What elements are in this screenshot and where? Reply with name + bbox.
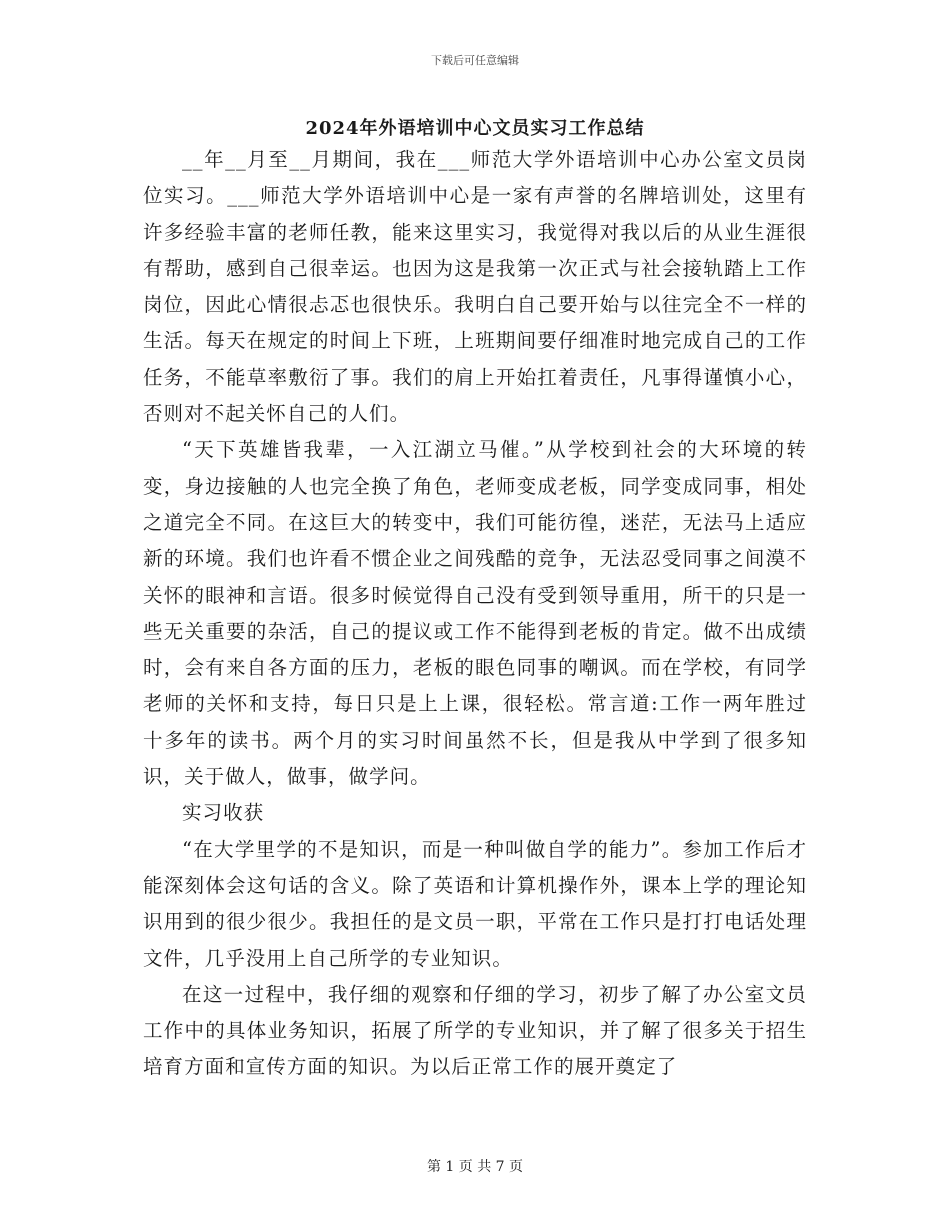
header-note: 下载后可任意编辑 — [431, 54, 519, 67]
section-heading-gains: 实习收获 — [182, 801, 265, 825]
paragraph-observation: 在这一过程中，我仔细的观察和仔细的学习，初步了解了办公室文员工作中的具体业务知识，拓展了所学的专业知识，并了解了很多关于招生培育方面和宣传方面的知识。为以后正常工作的展开奠定了 — [143, 982, 807, 1079]
paragraph-intro: __年__月至__月期间，我在___师范大学外语培训中心办公室文员岗位实习。___师范大学外语培训中心是一家有声誉的名牌培训处，这里有许多经验丰富的老师任教，能来这里实习，我觉得对我以后的从业生涯很有帮助，感到自己很幸运。也因为这是我第一次正式与社会接轨踏上工作岗位，因此心情很忐忑也很快乐。我明白自己要开始与以往完全不一样的生活。每天在规定的时间上下班，上班期间要仔细准时地完成自己的工作任务，不能草率敷衍了事。我们的肩上开始扛着责任，凡事得谨慎小心，否则对不起关怀自己的人们。 — [143, 148, 807, 426]
document-body — [143, 142, 807, 1086]
paragraph-self-learning: “在大学里学的不是知识，而是一种叫做自学的能力”。参加工作后才能深刻体会这句话的含义。除了英语和计算机操作外，课本上学的理论知识用到的很少很少。我担任的是文员一职，平常在工作只是打打电话处理文件，几乎没用上自己所学的专业知识。 — [143, 837, 807, 970]
paragraph-transition: “天下英雄皆我辈，一入江湖立马催。”从学校到社会的大环境的转变，身边接触的人也完全换了角色，老师变成老板，同学变成同事，相处之道完全不同。在这巨大的转变中，我们可能彷徨，迷茫，无法马上适应新的环境。我们也许看不惯企业之间残酷的竞争，无法忍受同事之间漠不关怀的眼神和言语。很多时候觉得自己没有受到领导重用，所干的只是一些无关重要的杂活，自己的提议或工作不能得到老板的肯定。做不出成绩时，会有来自各方面的压力，老板的眼色同事的嘲讽。而在学校，有同学老师的关怀和支持，每日只是上上课，很轻松。常言道:工作一两年胜过十多年的读书。两个月的实习时间虽然不长，但是我从中学到了很多知识，关于做人，做事，做学问。 — [143, 438, 807, 789]
document-title: 2024年外语培训中心文员实习工作总结 — [305, 118, 645, 139]
page-number: 第 1 页 共 7 页 — [426, 1159, 524, 1175]
